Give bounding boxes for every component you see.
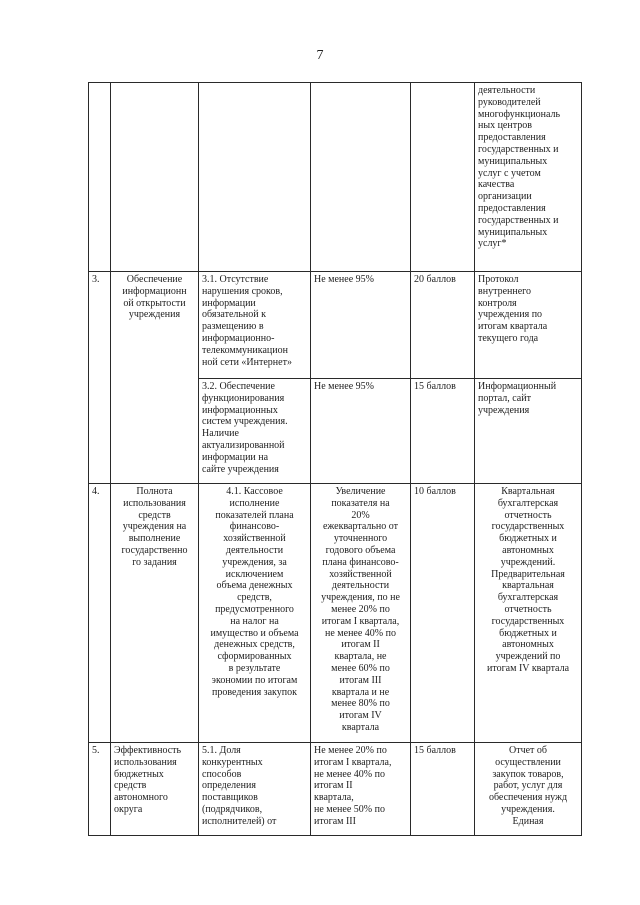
criterion-cell: 4.1. Кассовое исполнение показателей плана финансово- хозяйственной деятельности учреждения, за исключением объема денежных средств, предусмотренного на налог на имущество и объема денежных средств, сформированных в результате экономии по итогам проведения закупок [199, 484, 311, 743]
source-cell: деятельности руководителей многофункциональ ных центров предоставления государственных и муниципальных услуг с учетом качества организации предоставления государственных и муниципальных услуг* [475, 83, 582, 272]
row-number: 5. [89, 743, 111, 836]
points-cell: 20 баллов [411, 272, 475, 379]
row-number: 4. [89, 484, 111, 743]
source-cell: Информационный портал, сайт учреждения [475, 379, 582, 484]
criterion-cell: 5.1. Доля конкурентных способов определения поставщиков (подрядчиков, исполнителей) от [199, 743, 311, 836]
target-cell: Не менее 95% [311, 272, 411, 379]
source-cell: Отчет об осуществлении закупок товаров, работ, услуг для обеспечения нужд учреждения. Единая [475, 743, 582, 836]
target-cell: Не менее 20% по итогам I квартала, не менее 40% по итогам II квартала, не менее 50% по итогам III [311, 743, 411, 836]
indicator-cell [111, 83, 199, 272]
indicator-cell: Эффективность использования бюджетных средств автономного округа [111, 743, 199, 836]
criterion-cell [199, 83, 311, 272]
table-row [89, 83, 582, 272]
page-number: 7 [316, 48, 324, 63]
target-cell [311, 83, 411, 272]
indicator-cell: Обеспечение информационн ой открытости учреждения [111, 272, 199, 484]
table-row [89, 484, 582, 743]
target-cell: Не менее 95% [311, 379, 411, 484]
criterion-cell: 3.2. Обеспечение функционирования информационных систем учреждения. Наличие актуализированной информации на сайте учреждения [199, 379, 311, 484]
criterion-cell: 3.1. Отсутствие нарушения сроков, информации обязательной к размещению в информационно- телекоммуникацион ной сети «Интернет» [199, 272, 311, 379]
row-number: 3. [89, 272, 111, 484]
points-cell: 15 баллов [411, 379, 475, 484]
table-row [89, 272, 582, 379]
row-number [89, 83, 111, 272]
target-cell: Увеличение показателя на 20% ежеквартально от уточненного годового объема плана финансово- хозяйственной деятельности учреждения, по не менее 20% по итогам I квартала, не менее 40% по итогам II квартала, не менее 60% по итогам III квартала и не менее 80% по итогам IV квартала [311, 484, 411, 743]
indicator-cell: Полнота использования средств учреждения на выполнение государственно го задания [111, 484, 199, 743]
points-cell: 10 баллов [411, 484, 475, 743]
criteria-table [88, 82, 582, 836]
table-row [89, 743, 582, 836]
source-cell: Протокол внутреннего контроля учреждения по итогам квартала текущего года [475, 272, 582, 379]
source-cell: Квартальная бухгалтерская отчетность государственных бюджетных и автономных учреждений. Предварительная квартальная бухгалтерская отчетность государственных бюджетных и автономных учреждений по итогам IV квартала [475, 484, 582, 743]
points-cell [411, 83, 475, 272]
points-cell: 15 баллов [411, 743, 475, 836]
